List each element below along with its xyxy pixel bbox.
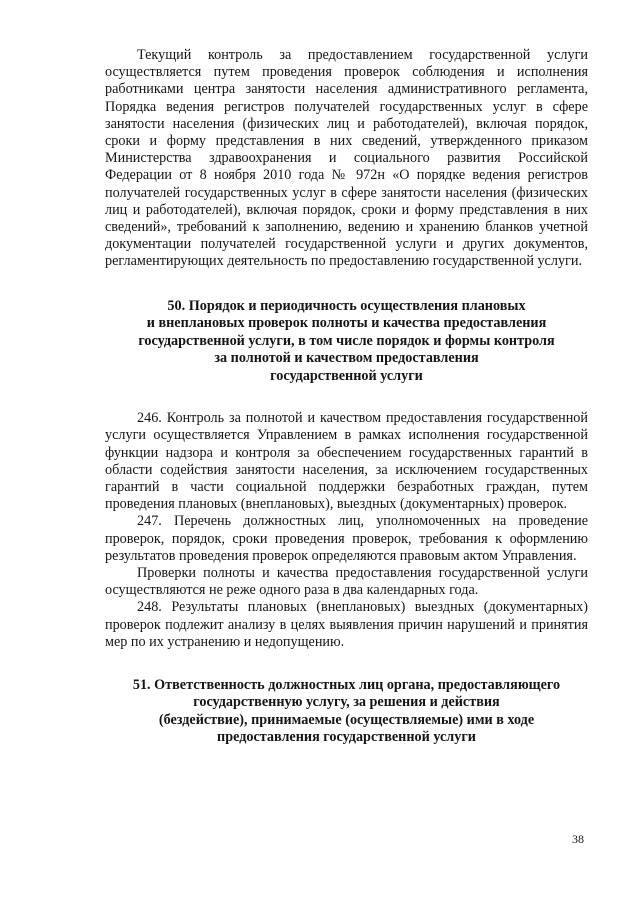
section-50-heading-line: за полнотой и качеством предоставления — [214, 350, 479, 367]
paragraph-246: 246. Контроль за полнотой и качеством предоставления государственной услуги осуществляется Управлением в рамках исполнения государственной функции надзора и контроля за обеспечением государственных гарантий в области содействия занятости населения, за исключением государственных гарантий в части социальной поддержки безработных граждан, путем проведения плановых (внеплановых), выездных (документарных) проверок. — [105, 410, 588, 513]
paragraph-248: 248. Результаты плановых (внеплановых) выездных (документарных) проверок подлежит анализу в целях выявления причин нарушений и принятия мер по их устранению и недопущению. — [105, 599, 588, 650]
section-50-heading-line: 50. Порядок и периодичность осуществления плановых — [167, 297, 526, 314]
page-content — [105, 47, 588, 747]
paragraph-current-control: Текущий контроль за предоставлением государственной услуги осуществляется путем проведения проверок соблюдения и исполнения работниками центра занятости населения административного регламента, Порядка ведения регистров получателей государственных услуг в сфере занятости населения (физических лиц и работодателей), включая порядок, сроки и форму представления в них сведений, утвержденного приказом Министерства здравоохранения и социального развития Российской Федерации от 8 ноября 2010 года № 972н «О порядке ведения регистров получателей государственных услуг в сфере занятости населения (физических лиц и работодателей), включая порядок, сроки и форму представления в них сведений», требований к заполнению, ведению и хранению бланков учетной документации получателей государственной услуги и других документов, регламентирующих деятельность по предоставлению государственной услуги. — [105, 47, 588, 270]
section-51-heading-line: предоставления государственной услуги — [217, 729, 476, 746]
section-51-heading-line: (бездействие), принимаемые (осуществляемые) ими в ходе — [158, 711, 535, 728]
section-51-heading — [105, 677, 588, 747]
section-50-heading-line: и внеплановых проверок полноты и качества предоставления — [146, 315, 547, 332]
paragraph-247: 247. Перечень должностных лиц, уполномоченных на проведение проверок, порядок, сроки проведения проверок, требования к оформлению результатов проведения проверок определяются правовым актом Управления. — [105, 513, 588, 564]
section-50-heading-line: государственной услуги — [270, 367, 423, 384]
section-51-heading-line: государственную услугу, за решения и действия — [193, 694, 500, 711]
paragraph-inspections-frequency: Проверки полноты и качества предоставления государственной услуги осуществляются не реже одного раза в два календарных года. — [105, 564, 588, 599]
section-50-heading-line: государственной услуги, в том числе порядок и формы контроля — [138, 332, 555, 349]
section-50-heading — [105, 298, 588, 386]
section-51-heading-line: 51. Ответственность должностных лиц органа, предоставляющего — [132, 676, 561, 693]
page-number: 38 — [572, 832, 584, 846]
